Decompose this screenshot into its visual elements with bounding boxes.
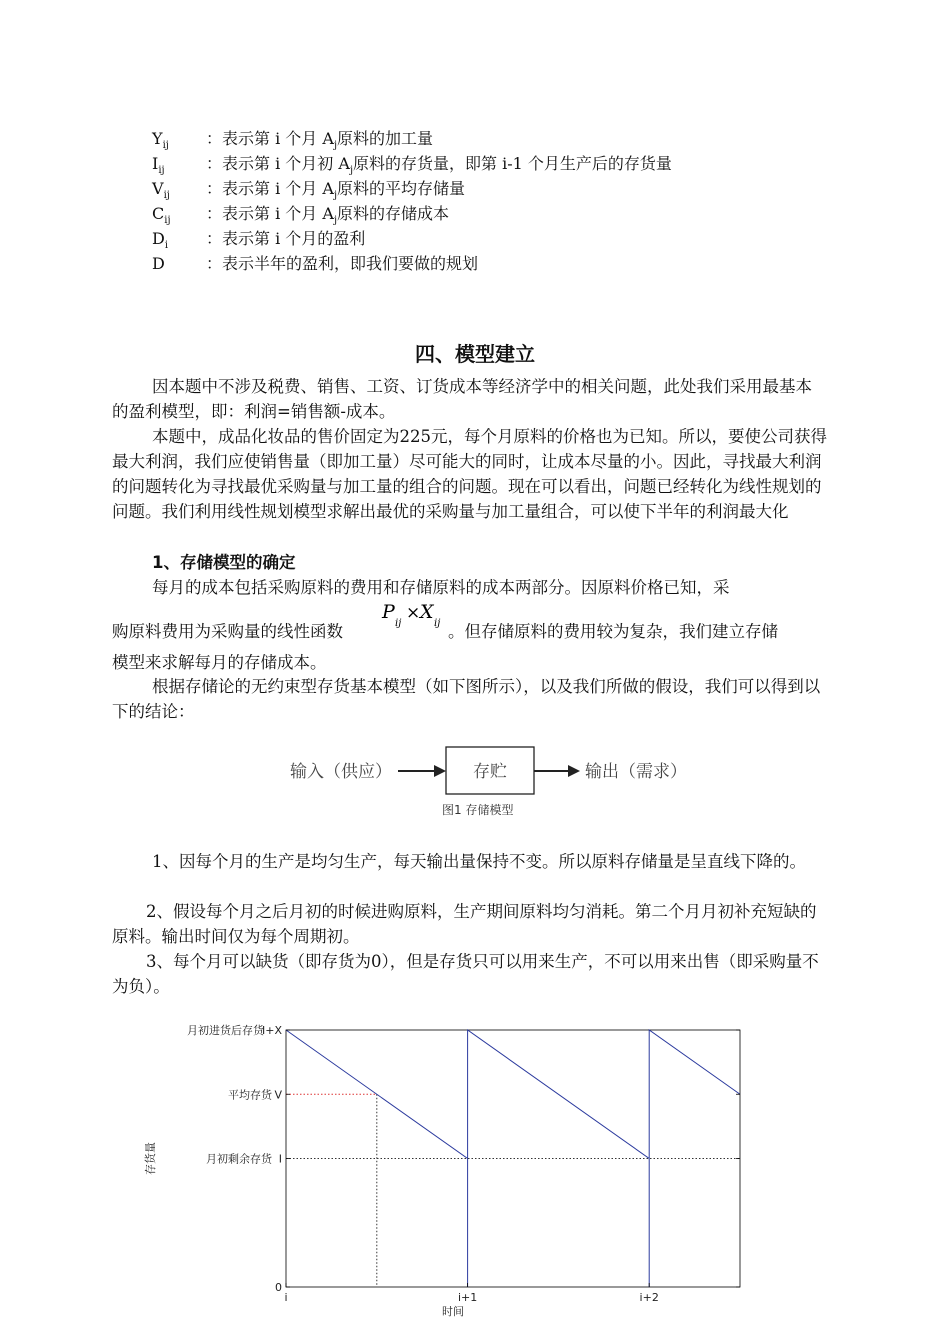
definition-text: ：表示第 i 个月 $A_j$原料的存储成本 [206,204,450,227]
definition-text: ：表示第 i 个月的盈利 [206,229,366,248]
y-tick-value: V [274,1088,282,1102]
section-title: 四、模型建立 [415,342,535,366]
definition-text: ：表示半年的盈利，即我们要做的规划 [206,254,479,273]
y-tick-label: 平均存货 [228,1088,272,1102]
definition-text-subscript: j [333,215,338,227]
point-3: 3、每个月可以缺货（即存货为0），但是存货只可以用来生产，不可以用来出售（即采购量不为负）。 [112,952,819,996]
definition-text: ：表示第 i 个月 $A_j$原料的加工量 [206,129,434,152]
diagram-output-arrowhead [568,765,580,777]
y-axis-label: 存货量 [144,1142,157,1175]
definition-symbol-subscript: ij [163,190,170,202]
y-tick-value: I [278,1152,282,1166]
definition-symbol: $D_i$ [152,229,169,252]
paragraph-cost-line2b: 。但存储原料的费用较为复杂，我们建立存储 [448,622,778,641]
formula-times: × [406,603,421,623]
point-2: 2、假设每个月之后月初的时候进购原料，生产期间原料均匀消耗。第二个月月初补充短缺的原料。输出时间仅为每个周期初。 [112,902,817,946]
diagram-input-label: 输入（供应） [290,762,392,782]
y-tick-value: 0 [275,1281,282,1294]
definition-text-subscript: j [349,165,354,177]
definition-symbol-subscript: ij [158,165,165,177]
definition-symbol: $V_{ij}$ [152,179,170,202]
subsection-title: 1、存储模型的确定 [152,553,296,572]
y-tick-label: 月初进货后存货 [187,1024,264,1037]
definition-symbol: $C_{ij}$ [152,204,171,227]
paragraph-cost-line3: 模型来求解每月的存储成本。 [112,653,327,672]
paragraph-profit-model: 因本题中不涉及税费、销售、工资、订货成本等经济学中的相关问题，此处我们采用最基本的盈利模型，即：利润=销售额-成本。 [112,377,812,421]
y-tick-value: I+X [262,1024,282,1037]
x-tick-label: i [284,1291,288,1304]
point-1: 1、因每个月的生产是均匀生产，每天输出量保持不变。所以原料存储量是呈直线下降的。 [152,852,806,871]
definition-text: ：表示第 i 个月 $A_j$原料的平均存储量 [206,179,466,202]
inventory-chart [140,1015,760,1320]
formula-x: X [420,601,434,623]
diagram-output-label: 输出（需求） [585,762,687,782]
paragraph-problem-statement: 本题中，成品化妆品的售价固定为225元，每个月原料的价格也为已知。所以，要使公司获得最大利润，我们应使销售量（即加工量）尽可能大的同时，让成本尽量的小。因此，寻找最大利润的问题转化为寻找最优采购量与加工量的组合的问题。现在可以看出，问题已经转化为线性规划的问题。我们利用线性规划模型求解出最优的采购量与加工量组合，可以使下半年的利润最大化 [112,427,827,521]
definition-symbol: $Y_{ij}$ [152,129,169,152]
definition-symbol: $I_{ij}$ [152,154,165,177]
diagram-box-label: 存贮 [473,762,507,782]
definition-symbol-subscript: ij [164,215,171,227]
formula-p-sub: ij [395,618,402,629]
definition-symbol: D [152,254,165,273]
x-tick-label: i+1 [457,1291,478,1304]
paragraph-inventory-theory: 根据存储论的无约束型存货基本模型（如下图所示），以及我们所做的假设，我们可以得到以下的结论： [112,677,821,721]
paragraph-cost-line1: 每月的成本包括采购原料的费用和存储原料的成本两部分。因原料价格已知，采 [152,578,730,597]
definition-symbol-subscript: ij [162,140,169,152]
definition-row [152,251,478,276]
y-tick-label: 月初剩余存货 [206,1152,272,1166]
definition-symbol-subscript: i [164,240,169,252]
definition-text-subscript: j [333,140,338,152]
paragraph-cost-line2: 购原料费用为采购量的线性函数 [112,622,343,641]
definition-text: ：表示第 i 个月初 $A_j$原料的存货量，即第 i-1 个月生产后的存货量 [206,154,672,177]
definition-text-subscript: j [333,190,338,202]
diagram-caption: 图1 存储模型 [442,803,514,817]
x-axis-label: 时间 [442,1305,464,1318]
storage-model-diagram [280,740,700,825]
x-tick-label: i+2 [639,1291,659,1304]
formula-p-times-x [378,596,450,636]
formula-p: P [382,601,395,623]
formula-x-sub: ij [434,618,441,629]
diagram-input-arrowhead [434,765,446,777]
